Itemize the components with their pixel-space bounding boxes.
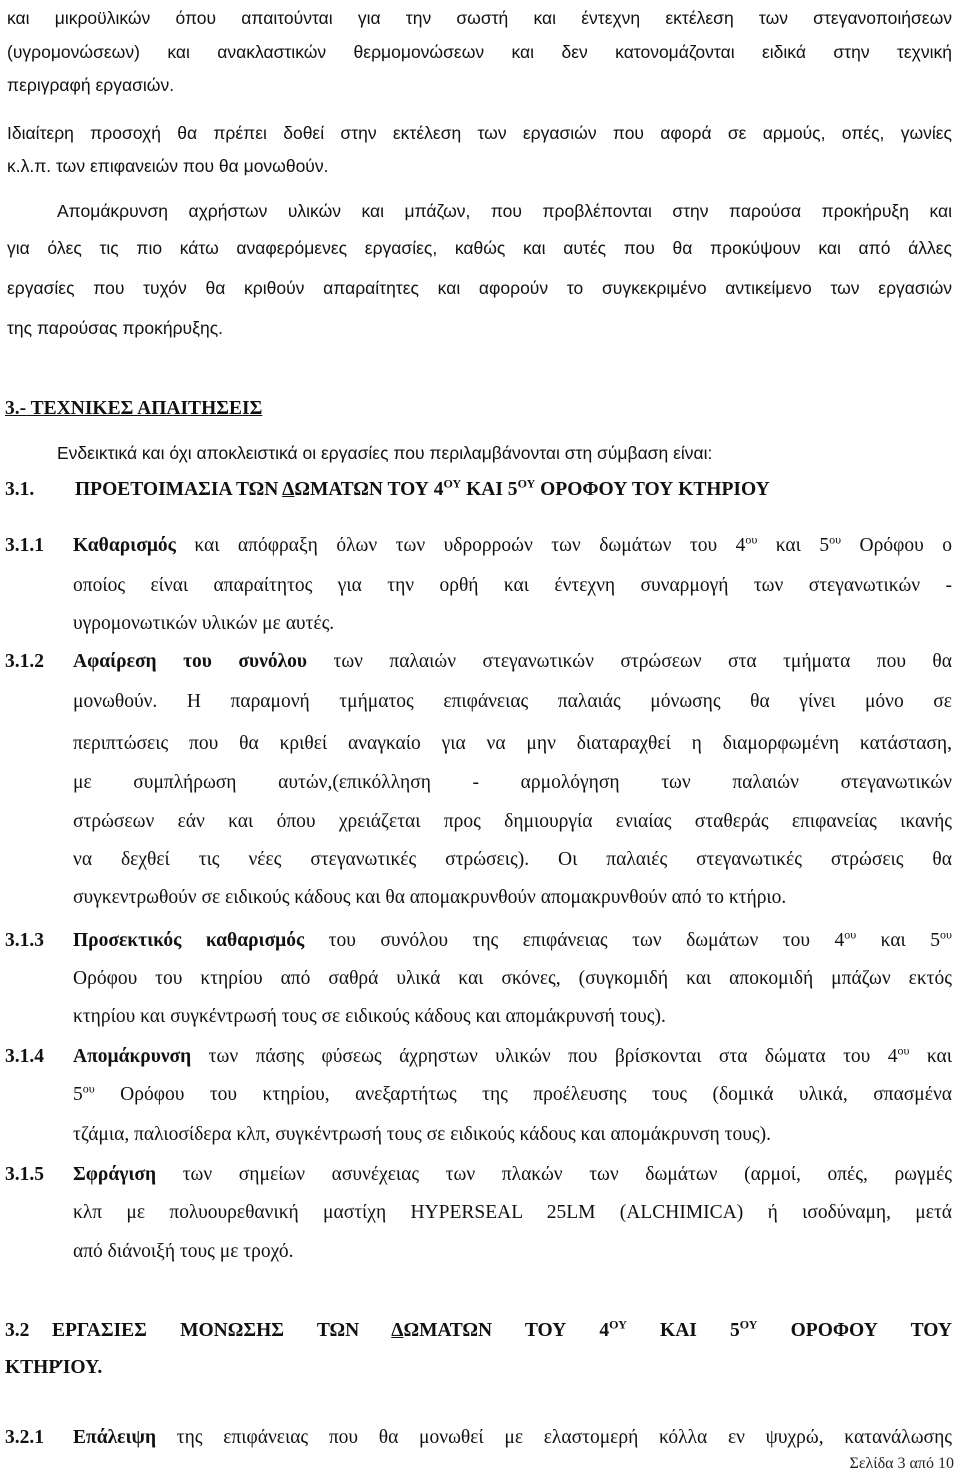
intro-line-5: κ.λ.π. των επιφανειών που θα μονωθούν. <box>7 156 329 176</box>
sup: ου <box>829 532 842 547</box>
item-3-2-1-term: Επάλειψη <box>73 1427 157 1448</box>
item-3-1-1-line-3: υγρομονωτικών υλικών με αυτές. <box>73 613 335 634</box>
item-3-1-2-line-2: μονωθούν. Η παραμονή τμήματος επιφάνειας παλαιάς μόνωσης θα γίνει μόνο σε <box>73 691 952 712</box>
item-text: και <box>909 1046 952 1067</box>
item-3-1-5-line-3: από διάνοιξή τους με τροχό. <box>73 1241 294 1262</box>
item-3-1-4-number: 3.1.4 <box>5 1046 44 1067</box>
item-3-1-2-line-3: περιπτώσεις που θα κριθεί αναγκαίο για να μην διαταραχθεί η διαμορφωμένη κατάσταση, <box>73 733 952 754</box>
sup: ου <box>745 532 758 547</box>
subsection-3-2-number: 3.2 <box>5 1320 30 1341</box>
item-3-1-2-line-6: να δεχθεί τις νέες στεγανωτικές στρώσεις). Οι παλαιές στεγανωτικές στρώσεις θα <box>73 849 952 870</box>
item-3-1-2-line-4: με συμπλήρωση αυτών,(επικόλληση - αρμολόγηση των παλαιών στεγανωτικών <box>73 772 952 793</box>
s32-title-part: ΚΑΙ 5 <box>626 1320 740 1341</box>
subsection-3-1-heading <box>5 478 960 502</box>
sup: ου <box>82 1081 95 1096</box>
item-3-1-2-line-5: στρώσεων εάν και όπου χρειάζεται προς δημιουργία ενιαίας σταθεράς επιφανείας ικανής <box>73 811 952 832</box>
s32-title-part: ΟΡΟΦΟΥ ΤΟΥ <box>757 1320 953 1341</box>
item-3-1-5-number: 3.1.5 <box>5 1164 44 1185</box>
s31-title-part: ΠΡΟΕΤΟΙΜΑΣΙΑ ΤΩΝ <box>75 479 283 500</box>
intro-line-1: και μικροϋλικών όπου απαιτούνται για την σωστή και έντεχνη εκτέλεση των στεγανοποιήσεων <box>7 8 952 28</box>
s31-title-part: ΩΜΑΤΩΝ ΤΟΥ 4 <box>294 479 444 500</box>
s32-title-part: ΕΡΓΑΣΙΕΣ ΜΟΝΩΣΗΣ ΤΩΝ <box>52 1320 392 1341</box>
item-text: Ορόφου του κτηρίου, ανεξαρτήτως της προέλευσης τους (δομικά υλικά, σπασμένα <box>94 1084 952 1105</box>
section-3-intro: Ενδεικτικά και όχι αποκλειστικά οι εργασίες που περιλαμβάνονται στη σύμβαση είναι: <box>57 443 713 463</box>
item-3-1-3-number: 3.1.3 <box>5 930 44 951</box>
intro-line-3: περιγραφή εργασιών. <box>7 75 175 95</box>
item-text: και απόφραξη όλων των υδρορροών των δωμάτων του 4 <box>175 535 746 556</box>
item-text: και 5 <box>757 535 830 556</box>
item-3-1-3-term: Προσεκτικός καθαρισμός <box>73 930 305 951</box>
item-text: Ορόφου ο <box>841 535 952 556</box>
section-3-heading <box>5 397 960 421</box>
intro-line-4: Ιδιαίτερη προσοχή θα πρέπει δοθεί στην εκτέλεση των εργασιών που αφορά σε αρμούς, οπές, γωνίες <box>7 123 952 143</box>
item-text: και 5 <box>856 930 941 951</box>
item-3-1-5-line-2: κλπ με πολυουρεθανική μαστίχη HYPERSEAL 25LM (ALCHIMICA) ή ισοδύναμη, μετά <box>73 1202 952 1223</box>
section-3-title: ΤΕΧΝΙΚΕΣ ΑΠΑΙΤΗΣΕΙΣ <box>26 398 263 419</box>
intro-line-8: εργασίες που τυχόν θα κριθούν απαραίτητες και αφορούν το συγκεκριμένο αντικείμενο των εργασιών <box>7 278 952 298</box>
s31-title-part: ΟΡΟΦΟΥ ΤΟΥ ΚΤΗΡΙΟΥ <box>535 479 770 500</box>
sup: ου <box>940 927 952 942</box>
item-3-1-4-line-3: τζάμια, παλιοσίδερα κλπ, συγκέντρωσή τους σε ειδικούς κάδους και απομάκρυνση τους). <box>73 1124 771 1145</box>
item-3-1-3-line-2: Ορόφου του κτηρίου από σαθρά υλικά και σκόνες, (συγκομιδή και αποκομιδή μπάζων εκτός <box>73 968 952 989</box>
sup: ου <box>897 1043 910 1058</box>
intro-line-2: (υγρομονώσεων) και ανακλαστικών θερμομονώσεων και δεν κατονομάζονται ειδικά στην τεχνική <box>7 42 952 62</box>
item-3-1-4-term: Απομάκρυνση <box>73 1046 192 1067</box>
subsection-3-1-number: 3.1. <box>5 479 35 500</box>
intro-line-9: της παρούσας προκήρυξης. <box>7 318 223 338</box>
item-3-2-1-number: 3.2.1 <box>5 1427 44 1448</box>
item-3-1-1-number: 3.1.1 <box>5 535 44 556</box>
item-3-1-1-line-2: οποίος είναι απαραίτητος για την ορθή και έντεχνη συναρμογή των στεγανωτικών - <box>73 575 952 596</box>
item-3-1-4-line-2 <box>73 1083 952 1107</box>
item-3-1-2-term: Αφαίρεση του συνόλου <box>73 651 308 672</box>
s32-title-part: ΩΜΑΤΩΝ ΤΟΥ 4 <box>403 1320 610 1341</box>
s31-sup: ΟΥ <box>517 476 536 491</box>
item-3-1-2-number: 3.1.2 <box>5 651 44 672</box>
sup: ΟΥ <box>739 1317 758 1332</box>
item-text: των παλαιών στεγανωτικών στρώσεων στα τμήματα που θα <box>307 651 952 672</box>
section-3-number: 3.- <box>5 398 27 419</box>
intro-line-6: Απομάκρυνση αχρήστων υλικών και μπάζων, που προβλέπονται στην παρούσα προκήρυξη και <box>57 201 952 221</box>
item-text: των πάσης φύσεως άχρηστων υλικών που βρίσκονται στα δώματα του 4 <box>191 1046 898 1067</box>
item-3-1-5-term: Σφράγιση <box>73 1164 157 1185</box>
item-text: 5 <box>73 1084 83 1105</box>
sup: ου <box>844 927 857 942</box>
page-number-footer: Σελίδα 3 από 10 <box>849 1455 954 1472</box>
sup: ΟΥ <box>609 1317 627 1332</box>
item-3-1-1-term: Καθαρισμός <box>73 535 176 556</box>
item-text: των σημείων ασυνέχειας των πλακών των δωμάτων (αρμοί, οπές, ρωγμές <box>156 1164 952 1185</box>
s31-sup: ΟΥ <box>443 476 462 491</box>
item-text: της επιφάνειας που θα μονωθεί με ελαστομερή κόλλα εν ψυχρώ, κατανάλωσης <box>156 1427 952 1448</box>
s31-title-part: ΚΑΙ 5 <box>461 479 518 500</box>
item-3-1-2-line-7: συγκεντρωθούν σε ειδικούς κάδους και θα απομακρυνθούν απομακρυνθούν από το κτήριο. <box>73 887 787 908</box>
item-text: του συνόλου της επιφάνειας των δωμάτων του 4 <box>304 930 845 951</box>
intro-line-7: για όλες τις πιο κάτω αναφερόμενες εργασίες, καθώς και αυτές που θα προκύψουν και από άλλες <box>7 238 952 258</box>
s31-title-delta: Δ <box>282 479 295 500</box>
s32-title-delta: Δ <box>391 1320 404 1341</box>
subsection-3-2-line-2: ΚΤΗΡΊΟΥ. <box>5 1357 103 1378</box>
item-3-1-3-line-3: κτηρίου και συγκέντρωσή τους σε ειδικούς κάδους και απομάκρυνσή τους). <box>73 1006 666 1027</box>
